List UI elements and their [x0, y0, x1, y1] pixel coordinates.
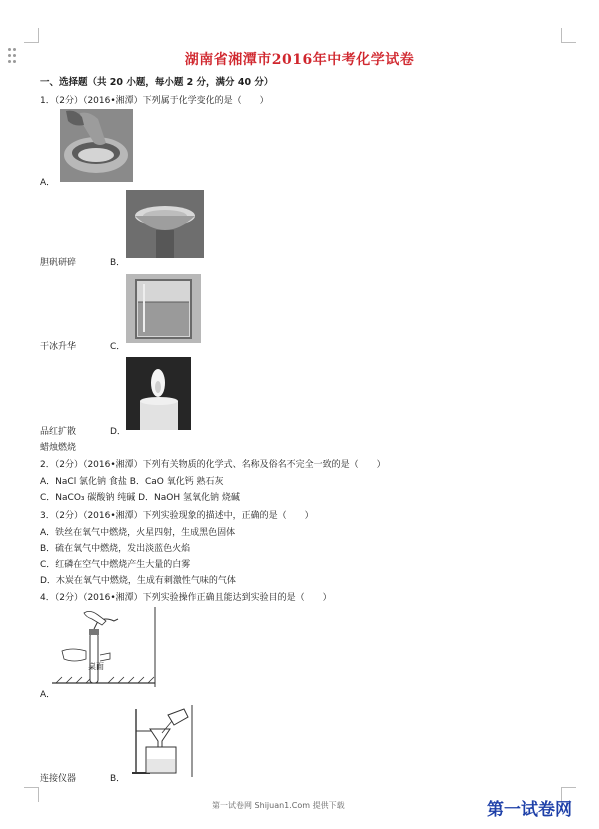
diagram-table-label: 桌面	[88, 662, 104, 671]
q3-option-a: A．铁丝在氧气中燃烧，火星四射，生成黑色固体	[40, 528, 236, 538]
q4-option-a-caption: 连接仪器	[40, 774, 77, 784]
question-3-stem: 3．（2分）（2016•湘潭）下列实验现象的描述中，正确的是（ ）	[40, 511, 314, 521]
candle-flame-image	[126, 357, 191, 430]
q1-option-c-caption: 品红扩散	[40, 427, 77, 437]
filtration-apparatus-diagram	[128, 705, 208, 777]
q3-option-c: C．红磷在空气中燃烧产生大量的白雾	[40, 560, 191, 570]
evaporating-dish-image	[126, 190, 204, 258]
q2-options-ab: A．NaCl 氯化钠 食盐 B．CaO 氧化钙 熟石灰	[40, 477, 224, 487]
q1-option-a-label: A．	[40, 178, 56, 188]
crop-mark-top-left	[24, 28, 39, 43]
q1-option-d-label: D．	[110, 427, 126, 437]
crop-mark-top-right	[561, 28, 576, 43]
question-1-stem: 1．（2分）（2016•湘潭）下列属于化学变化的是（ ）	[40, 96, 269, 106]
q3-option-d: D．木炭在氧气中燃烧，生成有刺激性气味的气体	[40, 576, 236, 586]
q1-option-d-caption: 蜡烛燃烧	[40, 443, 77, 453]
q1-option-b-label: B．	[110, 258, 126, 268]
question-2-stem: 2．（2分）（2016•湘潭）下列有关物质的化学式、名称及俗名不完全一致的是（ ）	[40, 460, 386, 470]
q1-option-b-caption: 干冰升华	[40, 342, 77, 352]
section-heading: 一、选择题（共 20 小题，每小题 2 分，满分 40 分）	[40, 77, 274, 88]
q1-option-a-caption: 胆矾研碎	[40, 258, 77, 268]
page-title: 湖南省湘潭市2016年中考化学试卷	[184, 52, 415, 68]
beaker-water-image	[126, 274, 201, 343]
footer-brand-logo: 第一试卷网	[487, 800, 572, 820]
question-4-stem: 4．（2分）（2016•湘潭）下列实验操作正确且能达到实验目的是（ ）	[40, 593, 332, 603]
q1-option-c-label: C．	[110, 342, 126, 352]
q2-options-cd: C．NaCO₃ 碳酸钠 纯碱 D．NaOH 氢氧化钠 烧碱	[40, 493, 240, 503]
q4-option-a-label: A．	[40, 690, 56, 700]
q3-option-b: B．硫在氧气中燃烧，发出淡蓝色火焰	[40, 544, 191, 554]
crop-mark-bottom-left	[24, 787, 39, 802]
mortar-pestle-image	[60, 109, 133, 182]
test-tube-on-table-diagram	[48, 607, 158, 687]
footer-credit: 第一试卷网 Shijuan1.Com 提供下载	[212, 801, 345, 810]
q4-option-b-label: B．	[110, 774, 126, 784]
